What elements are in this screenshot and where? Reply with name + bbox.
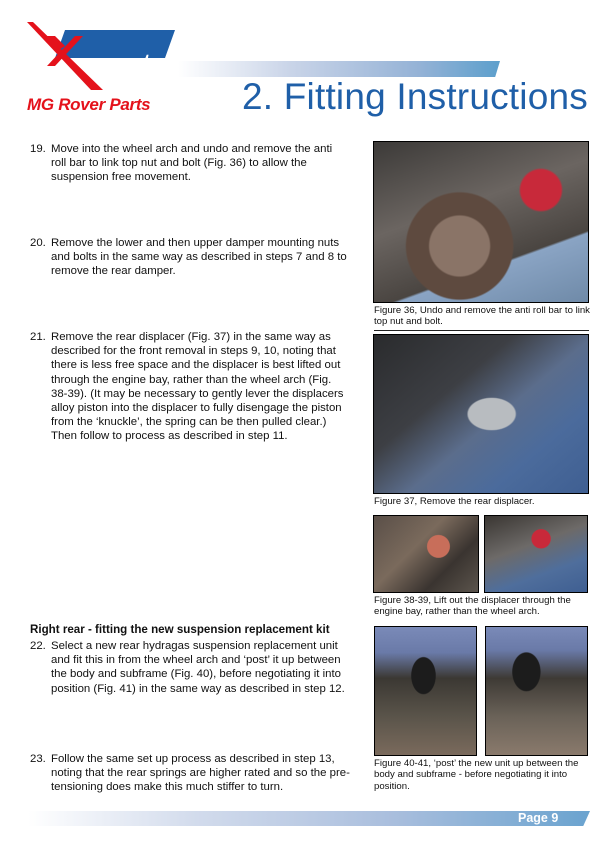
logo-wordmark: part [95,48,151,81]
step-text: Follow the same set up process as described in step 13, noting that the rear springs are higher rated and so the pre-tensioning does make this much stiffer to turn. [51,753,350,794]
caption-divider [374,330,589,331]
step-number: 21. [30,331,46,343]
figure-36-photo [373,141,589,303]
figure-36-caption: Figure 36, Undo and remove the anti roll bar to link top nut and bolt. [374,305,590,328]
section-heading: Right rear - fitting the new suspension replacement kit [30,623,330,636]
step-23 [30,752,350,795]
step-number: 20. [30,237,46,249]
step-21 [30,330,350,444]
logo-subtitle: MG Rover Parts [27,95,151,114]
step-number: 19. [30,143,46,155]
figure-40-photo [374,626,477,756]
step-text: Remove the rear displacer (Fig. 37) in the same way as described for the front removal in steps 9, 10, noting that there is less free space and the displacer is best lifted out through the engine bay, rather than the wheel arch (Fig. 38-39). (It may be necessary to gently lever the displacers alloy piston into the displacer to fully disengage the piston from the ‘knuckle’, the spring can be then pulled clear.) Then follow to process as described in step 11. [51,331,344,443]
header-gradient-bar [178,61,500,77]
figure-41-photo [485,626,588,756]
step-22 [30,639,350,696]
footer-gradient-bar [28,811,590,826]
xpart-logo [25,22,180,117]
step-text: Remove the lower and then upper damper mounting nuts and bolts in the same way as described in steps 7 and 8 to remove the rear damper. [51,237,347,278]
step-number: 22. [30,640,46,652]
figure-38-39-caption: Figure 38-39, Lift out the displacer through the engine bay, rather than the wheel arch. [374,595,571,618]
figure-37-caption: Figure 37, Remove the rear displacer. [374,496,535,507]
page-title: 2. Fitting Instructions [242,76,588,117]
figure-37-photo [373,334,589,494]
figure-39-photo [484,515,588,593]
figure-40-41-caption: Figure 40-41, ‘post’ the new unit up between the body and subframe - before negotiating it into position. [374,758,579,792]
step-text: Move into the wheel arch and undo and remove the anti roll bar to link top nut and bolt (Fig. 36) to allow the suspension free movement. [51,143,333,184]
step-text: Select a new rear hydragas suspension replacement unit and fit this in from the wheel arch and ‘post’ it up between the body and subframe (Fig. 40), before negotiating it into position (Fig. 41) in the same way as described in step 12. [51,640,345,695]
step-19 [30,142,350,185]
page-number: Page 9 [518,811,559,825]
step-20 [30,236,350,279]
step-number: 23. [30,753,46,765]
figure-38-photo [373,515,479,593]
